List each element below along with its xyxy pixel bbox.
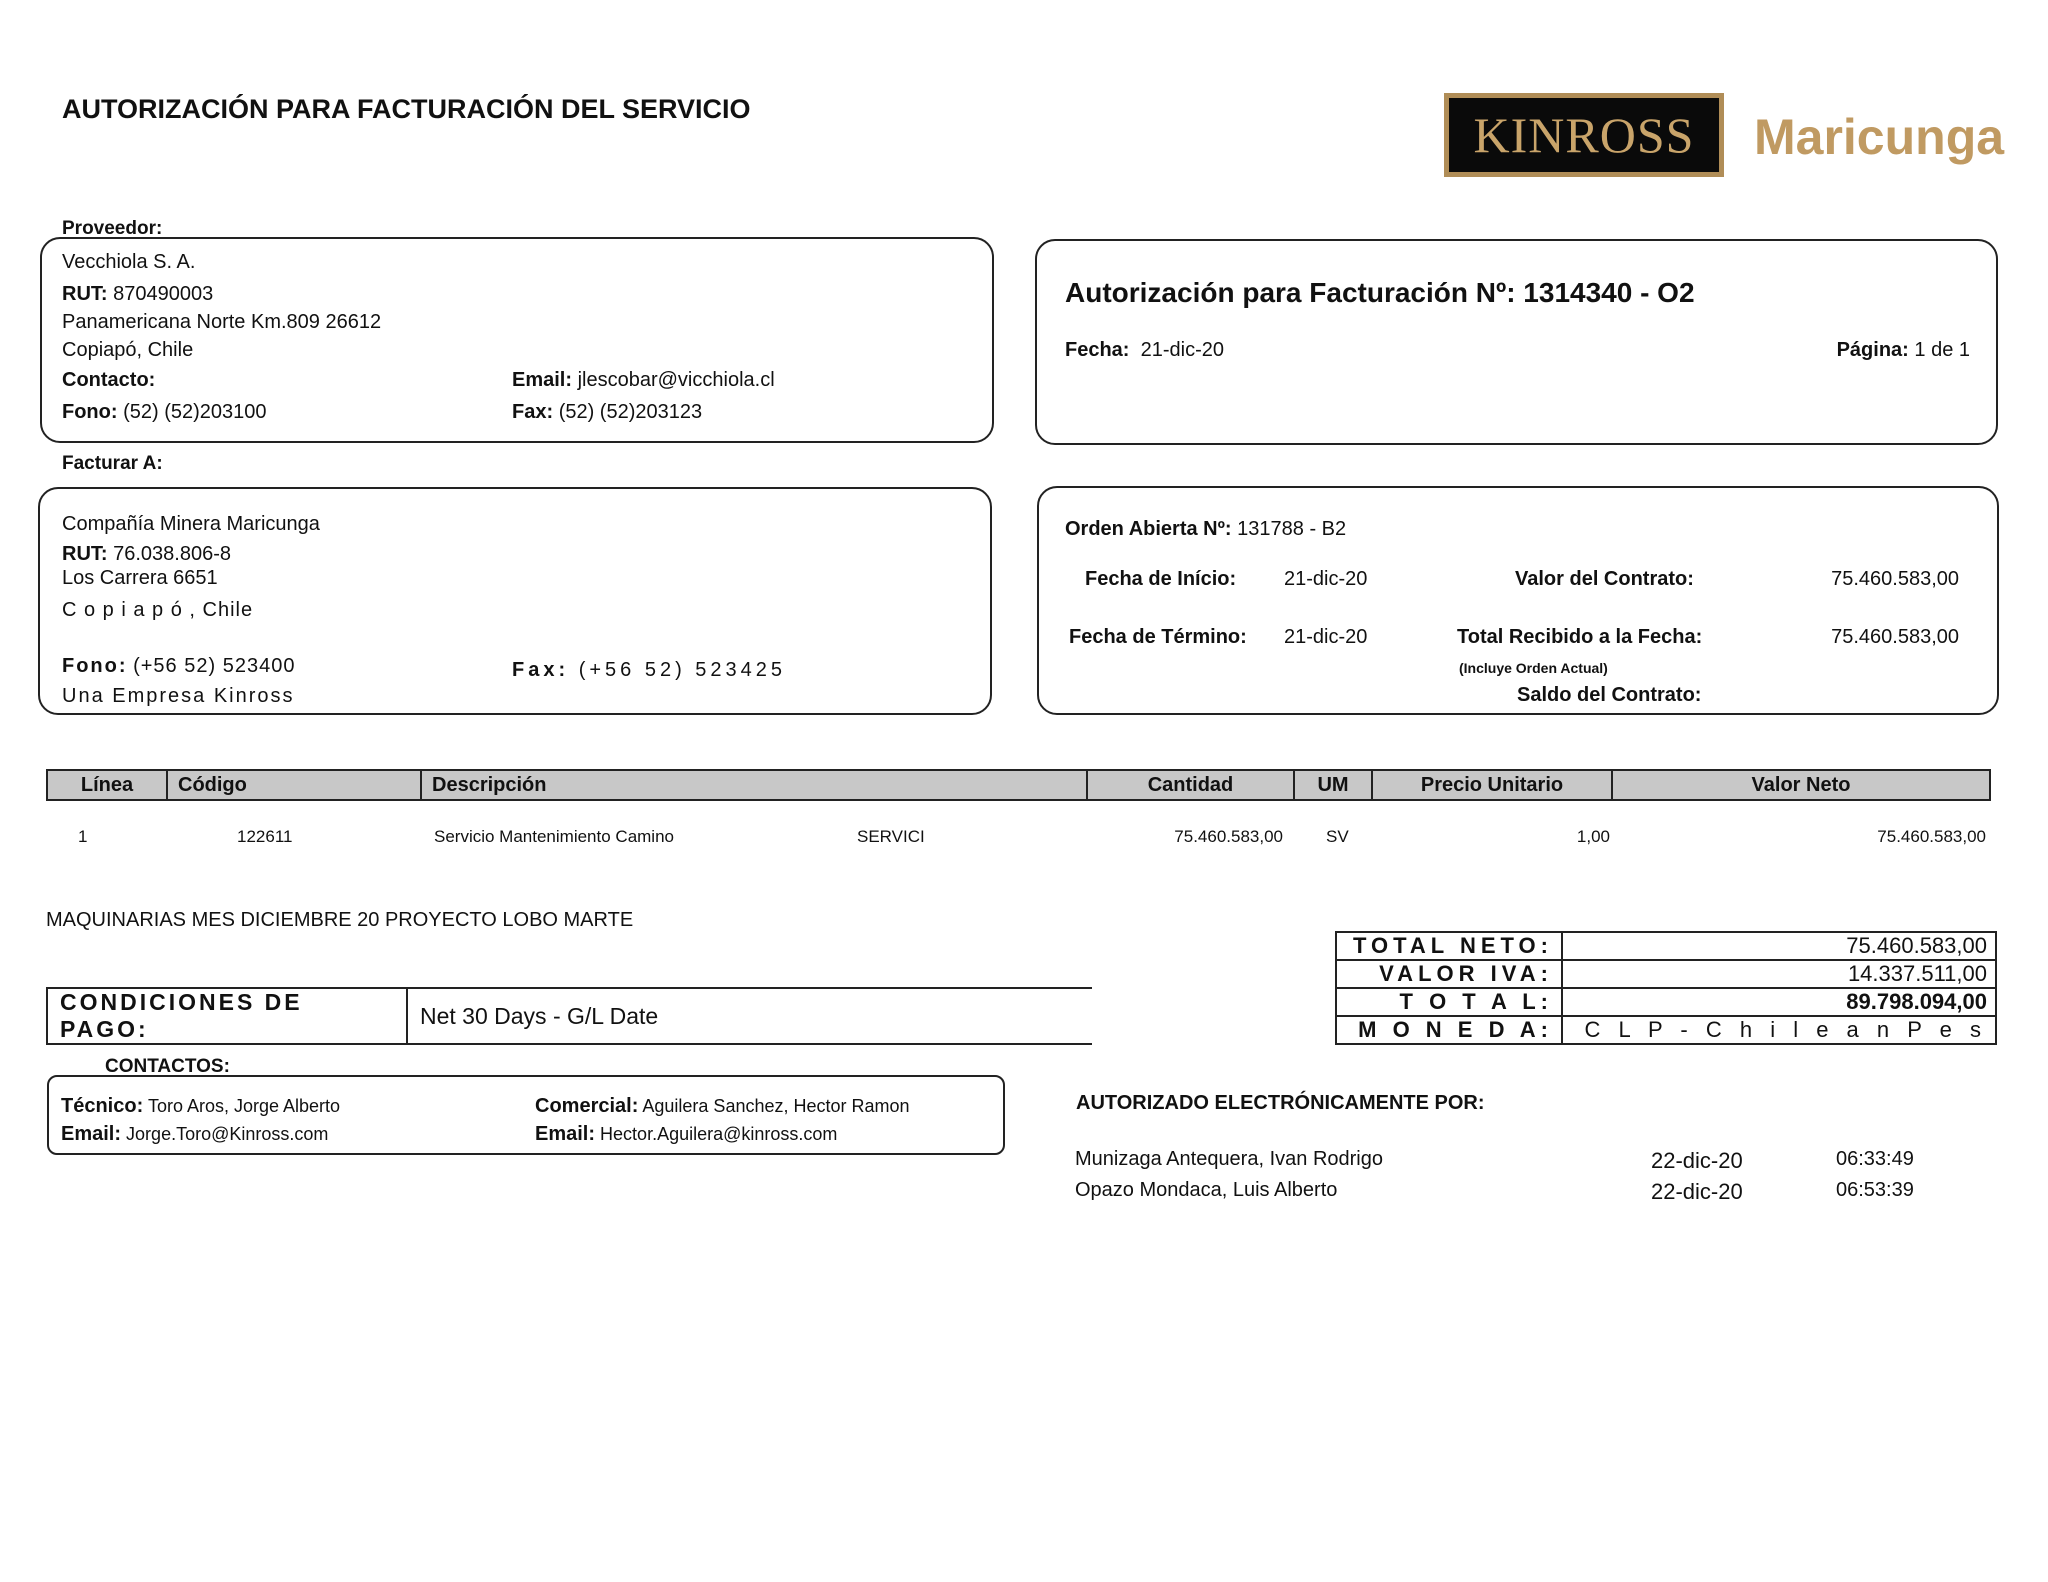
proveedor-email: Email: jlescobar@vicchiola.cl bbox=[512, 369, 775, 391]
facturar-box bbox=[38, 487, 992, 715]
row-cantidad: 75.460.583,00 bbox=[1174, 827, 1283, 846]
col-linea: Línea bbox=[47, 770, 167, 800]
proveedor-rut: RUT: 870490003 bbox=[62, 283, 214, 305]
nota-proyecto: MAQUINARIAS MES DICIEMBRE 20 PROYECTO LOBO MARTE bbox=[46, 909, 634, 931]
row-linea: 1 bbox=[78, 827, 88, 846]
valor-contrato: 75.460.583,00 bbox=[1831, 568, 1959, 590]
incluye-orden-note: (Incluye Orden Actual) bbox=[1459, 660, 1608, 676]
proveedor-box bbox=[40, 237, 994, 443]
row-um: SV bbox=[1326, 827, 1349, 846]
firmante-time: 06:53:39 bbox=[1836, 1179, 1914, 1201]
fecha-termino: 21-dic-20 bbox=[1284, 626, 1368, 648]
total-value: 89.798.094,00 bbox=[1562, 988, 1996, 1016]
col-valor: Valor Neto bbox=[1612, 770, 1990, 800]
facturar-rut: RUT: 76.038.806-8 bbox=[62, 543, 231, 565]
autorizacion-fecha: Fecha: 21-dic-20 bbox=[1065, 339, 1224, 361]
fecha-termino-label: Fecha de Término: bbox=[1069, 626, 1247, 648]
firmante-date: 22-dic-20 bbox=[1651, 1179, 1743, 1204]
condiciones-pago bbox=[46, 987, 1092, 1045]
facturar-empresa: Una Empresa Kinross bbox=[62, 685, 295, 707]
moneda-label: M O N E D A: bbox=[1336, 1016, 1562, 1044]
row-precio: 1,00 bbox=[1576, 827, 1610, 846]
maricunga-logo: Maricunga bbox=[1754, 109, 2005, 165]
fecha-inicio-label: Fecha de Início: bbox=[1085, 568, 1237, 590]
contacto-tecnico: Técnico: Toro Aros, Jorge Alberto bbox=[61, 1095, 341, 1117]
proveedor-name: Vecchiola S. A. bbox=[62, 251, 196, 273]
facturar-name: Compañía Minera Maricunga bbox=[62, 513, 320, 535]
total-recibido: 75.460.583,00 bbox=[1831, 626, 1959, 648]
col-codigo: Código bbox=[167, 770, 421, 800]
proveedor-heading: Proveedor: bbox=[62, 218, 163, 239]
row-codigo: 122611 bbox=[237, 827, 293, 846]
firmante-name: Munizaga Antequera, Ivan Rodrigo bbox=[1075, 1148, 1383, 1170]
autorizacion-number: Autorización para Facturación Nº: 1314340 - O2 bbox=[1065, 277, 1695, 308]
contactos-box bbox=[47, 1075, 1005, 1155]
total-recibido-label: Total Recibido a la Fecha: bbox=[1457, 626, 1703, 648]
col-um: UM bbox=[1294, 770, 1372, 800]
facturar-address2: C o p i a p ó , Chile bbox=[62, 599, 254, 621]
col-cantidad: Cantidad bbox=[1087, 770, 1294, 800]
contacto-comercial: Comercial: Aguilera Sanchez, Hector Ramon bbox=[535, 1095, 910, 1117]
kinross-logo: KINROSS bbox=[1444, 93, 1724, 177]
totals-table bbox=[1335, 931, 1997, 1045]
facturar-fono: Fono: (+56 52) 523400 bbox=[62, 655, 296, 677]
orden-box bbox=[1037, 486, 1999, 715]
total-neto: 75.460.583,00 bbox=[1562, 932, 1996, 960]
items-table bbox=[46, 769, 1991, 801]
row-tipo: SERVICI bbox=[857, 827, 925, 846]
orden-abierta: Orden Abierta Nº: 131788 - B2 bbox=[1065, 518, 1347, 540]
col-precio: Precio Unitario bbox=[1372, 770, 1612, 800]
row-valor: 75.460.583,00 bbox=[1877, 827, 1986, 846]
moneda-value: C L P - C h i l e a n P e s bbox=[1562, 1016, 1996, 1044]
row-descripcion: Servicio Mantenimiento Camino bbox=[434, 827, 674, 846]
autorizado-heading: AUTORIZADO ELECTRÓNICAMENTE POR: bbox=[1076, 1092, 1485, 1114]
valor-iva-label: VALOR IVA: bbox=[1336, 960, 1562, 988]
fecha-inicio: 21-dic-20 bbox=[1284, 568, 1368, 590]
col-descripcion: Descripción bbox=[421, 770, 1087, 800]
contactos-heading: CONTACTOS: bbox=[105, 1056, 230, 1077]
valor-contrato-label: Valor del Contrato: bbox=[1515, 568, 1694, 590]
firmante-date: 22-dic-20 bbox=[1651, 1148, 1743, 1173]
autorizacion-box bbox=[1035, 239, 1998, 445]
contacto-comercial-email: Email: Hector.Aguilera@kinross.com bbox=[535, 1123, 838, 1145]
facturar-fax: Fax: (+56 52) 523425 bbox=[512, 659, 787, 681]
firmante-name: Opazo Mondaca, Luis Alberto bbox=[1075, 1179, 1338, 1201]
total-neto-label: TOTAL NETO: bbox=[1336, 932, 1562, 960]
condiciones-label: CONDICIONES DE PAGO: bbox=[47, 988, 407, 1044]
proveedor-contacto-label: Contacto: bbox=[62, 369, 156, 391]
firmante-time: 06:33:49 bbox=[1836, 1148, 1914, 1170]
autorizacion-pagina: Página: 1 de 1 bbox=[1836, 339, 1970, 361]
condiciones-value: Net 30 Days - G/L Date bbox=[407, 988, 1092, 1044]
proveedor-fax: Fax: (52) (52)203123 bbox=[512, 401, 703, 423]
valor-iva: 14.337.511,00 bbox=[1562, 960, 1996, 988]
contacto-tecnico-email: Email: Jorge.Toro@Kinross.com bbox=[61, 1123, 329, 1145]
saldo-contrato-label: Saldo del Contrato: bbox=[1517, 684, 1702, 706]
proveedor-fono: Fono: (52) (52)203100 bbox=[62, 401, 267, 423]
facturar-heading: Facturar A: bbox=[62, 453, 163, 474]
facturar-address1: Los Carrera 6651 bbox=[62, 567, 218, 589]
proveedor-address2: Copiapó, Chile bbox=[62, 339, 194, 361]
proveedor-address1: Panamericana Norte Km.809 26612 bbox=[62, 311, 382, 333]
total-label: T O T A L: bbox=[1336, 988, 1562, 1016]
page-title: AUTORIZACIÓN PARA FACTURACIÓN DEL SERVICIO bbox=[62, 94, 751, 124]
